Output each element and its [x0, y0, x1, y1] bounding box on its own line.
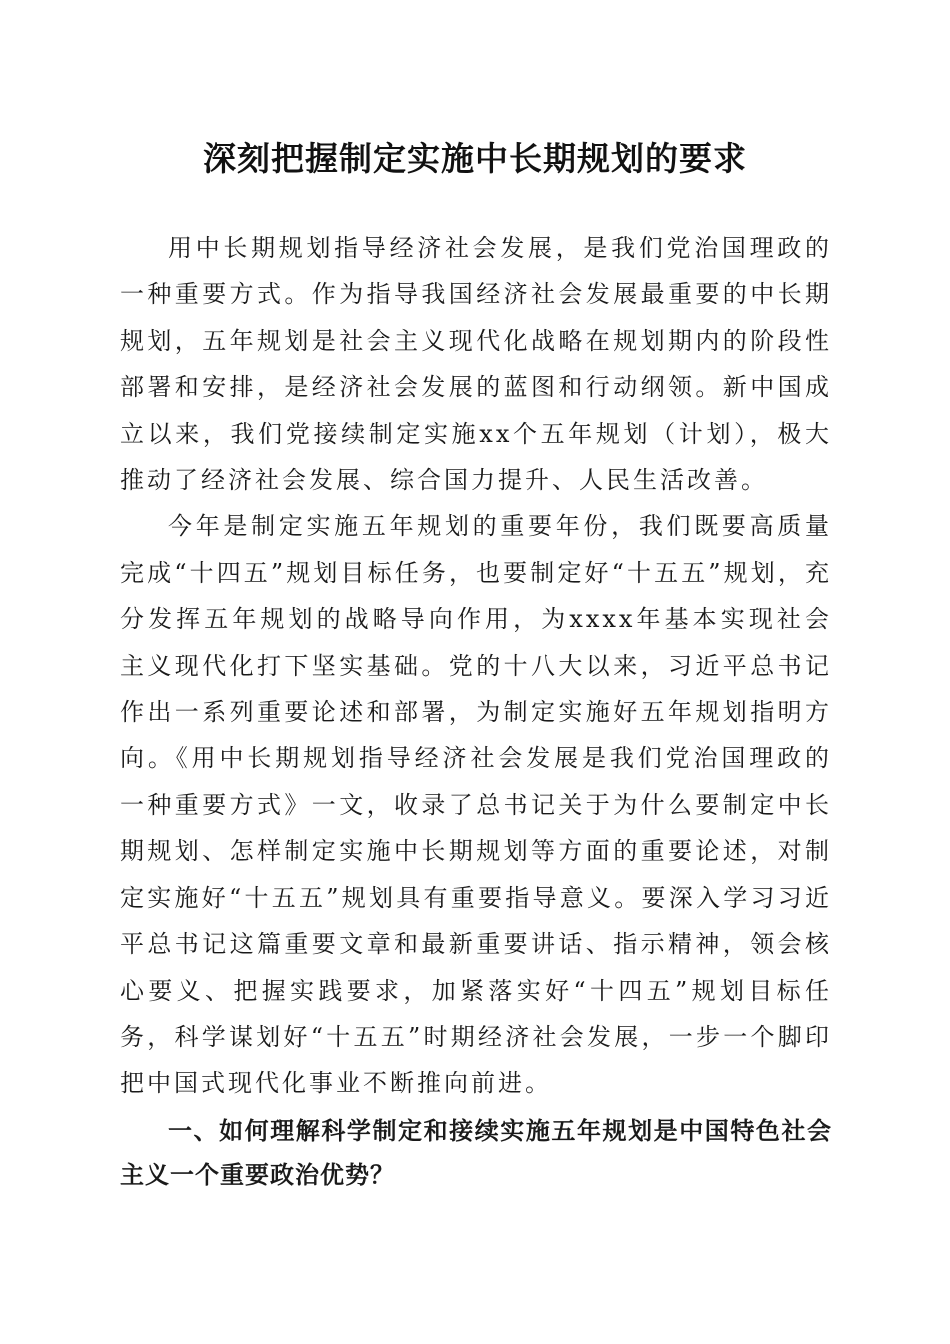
- paragraph-context: 今年是制定实施五年规划的重要年份，我们既要高质量完成“十四五”规划目标任务，也要制定好“十五五”规划，充分发挥五年规划的战略导向作用，为xxxx年基本实现社会主义现代化打下坚实基础。党的十八大以来，习近平总书记作出一系列重要论述和部署，为制定实施好五年规划指明方向。《用中长期规划指导经济社会发展是我们党治国理政的一种重要方式》一文，收录了总书记关于为什么要制定中长期规划、怎样制定实施中长期规划等方面的重要论述，对制定实施好“十五五”规划具有重要指导意义。要深入学习习近平总书记这篇重要文章和最新重要讲话、指示精神，领会核心要义、把握实践要求，加紧落实好“十四五”规划目标任务，科学谋划好“十五五”时期经济社会发展，一步一个脚印把中国式现代化事业不断推向前进。: [120, 512, 832, 1098]
- document-body: [120, 225, 832, 1197]
- paragraph-intro: 用中长期规划指导经济社会发展，是我们党治国理政的一种重要方式。作为指导我国经济社会发展最重要的中长期规划，五年规划是社会主义现代化战略在规划期内的阶段性部署和安排，是经济社会发展的蓝图和行动纲领。新中国成立以来，我们党接续制定实施xx个五年规划（计划），极大推动了经济社会发展、综合国力提升、人民生活改善。: [120, 234, 832, 495]
- document-title: 深刻把握制定实施中长期规划的要求: [203, 139, 747, 178]
- section-heading-1: 一、如何理解科学制定和接续实施五年规划是中国特色社会主义一个重要政治优势？: [120, 1116, 832, 1189]
